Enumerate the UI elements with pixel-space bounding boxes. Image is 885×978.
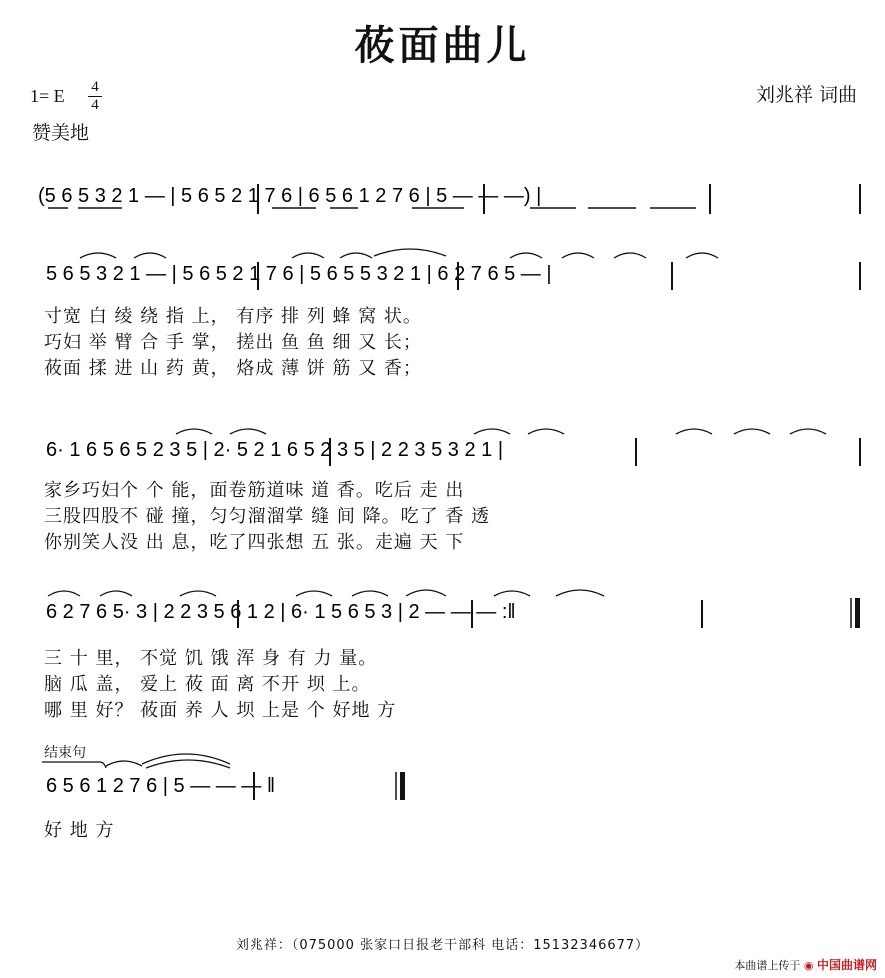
staff-line-2 — [0, 244, 885, 300]
lyrics-block-3 — [44, 478, 490, 556]
staff-line-5 — [0, 744, 885, 808]
staff-line-4 — [0, 582, 885, 638]
upload-credit — [734, 956, 877, 973]
line5-slurs — [106, 754, 230, 768]
lyrics-2-verse-2: 巧妇 举 臂 合 手 掌， 搓出 鱼 鱼 细 又 长； — [44, 332, 422, 353]
time-signature-top: 4 — [91, 79, 99, 95]
footer-contact: 刘兆祥：（075000 张家口日报老干部科 电话：15132346677） — [235, 938, 650, 953]
lyrics-4-verse-2: 脑 瓜 盖， 爱上 莜 面 离 不开 坝 上。 — [44, 674, 371, 695]
lyrics-block-2 — [44, 304, 422, 382]
repeat-end-barline — [851, 598, 860, 628]
upload-text: 本曲谱上传于 — [734, 959, 801, 972]
lyrics-2-verse-3: 莜面 揉 进 山 药 黄， 烙成 薄 饼 筋 又 香； — [44, 358, 422, 379]
intro-staff — [0, 170, 885, 230]
key-signature: 1= E — [30, 86, 65, 106]
lyrics-4-verse-3: 哪 里 好？ 莜面 养 人 坝 上是 个 好地 方 — [44, 700, 397, 721]
final-barline — [396, 772, 405, 800]
line4-slurs — [48, 590, 604, 596]
site-name[interactable]: 中国曲谱网 — [816, 958, 877, 972]
site-logo-icon: ◉ — [803, 959, 814, 972]
lyrics-4-verse-1: 三 十 里， 不觉 饥 饿 浑 身 有 力 量。 — [44, 648, 378, 669]
ending-label: 结束句 — [44, 745, 86, 761]
staff-line-3 — [0, 420, 885, 476]
tempo-marking: 赞美地 — [32, 122, 90, 144]
ending-bracket — [42, 762, 106, 768]
lyrics-block-5: 好 地 方 — [44, 820, 115, 841]
author-credit: 刘兆祥 词曲 — [755, 84, 857, 106]
intro-notes: (5 6 5 3 2 1 — | 5 6 5 2 1 7 6 | 6 5 6 1 2 7 6 | 5 — — —) | — [38, 185, 542, 207]
lyrics-2-verse-1: 寸宽 白 绫 绕 指 上， 有序 排 列 蜂 窝 状。 — [44, 306, 422, 327]
lyrics-block-4 — [44, 646, 396, 724]
line5-notes: 6 5 6 1 2 7 6 | 5 — — — ‖ — [46, 775, 276, 797]
time-signature-bottom: 4 — [91, 97, 99, 113]
line3-slurs — [176, 429, 826, 434]
lyrics-3-verse-1: 家乡巧妇个 个 能，面卷筋道味 道 香。吃后 走 出 — [44, 480, 465, 501]
time-signature — [88, 80, 102, 113]
lyrics-3-verse-3: 你别笑人没 出 息，吃了四张想 五 张。走遍 天 下 — [44, 532, 465, 553]
line4-notes: 6 2 7 6 5· 3 | 2 2 3 5 6 1 2 | 6· 1 5 6 5 3 | 2 — — — :‖ — [46, 601, 516, 623]
lyrics-3-verse-2: 三股四股不 碰 撞，匀匀溜溜掌 缝 间 降。吃了 香 透 — [44, 506, 491, 527]
score-title: 莜面曲儿 — [354, 22, 531, 69]
line2-slurs — [80, 249, 718, 258]
line3-notes: 6· 1 6 5 6 5 2 3 5 | 2· 5 2 1 6 5 2 3 5 | 2 2 3 5 3 2 1 | — [46, 439, 504, 461]
line2-notes: 5 6 5 3 2 1 — | 5 6 5 2 1 7 6 | 5 6 5 5 3 2 1 | 6 2 7 6 5 — | — [46, 263, 552, 285]
